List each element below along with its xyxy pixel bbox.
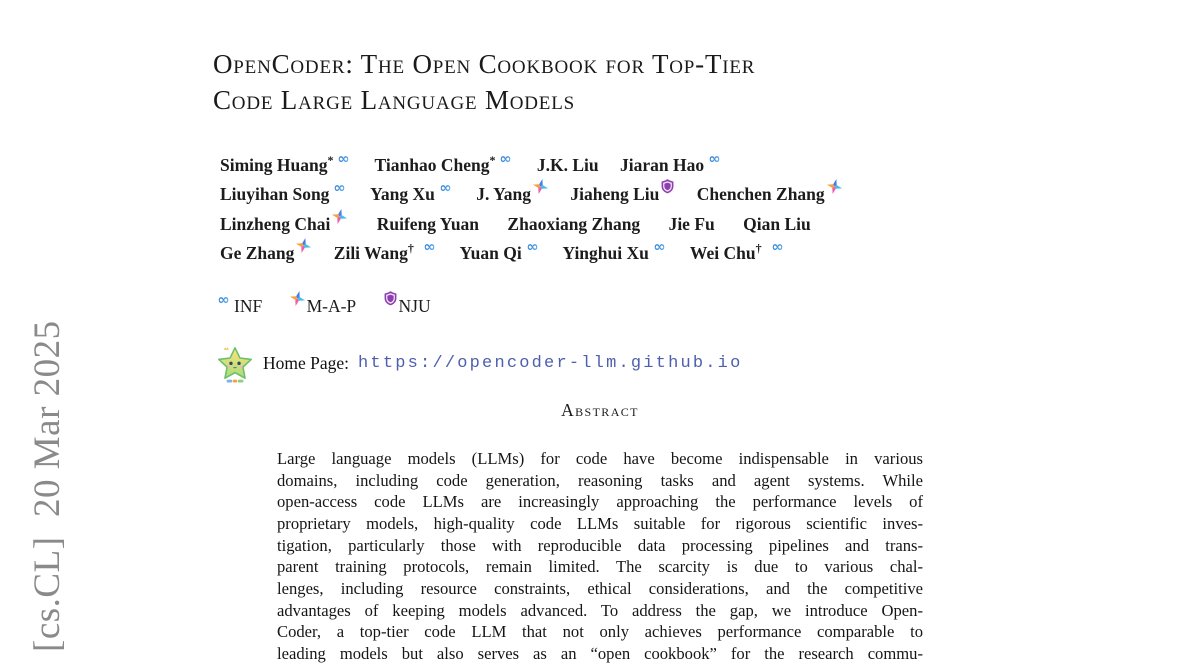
abstract-heading: Abstract — [561, 400, 639, 420]
author: Ge Zhang — [220, 243, 312, 263]
author: Siming Huang* — [220, 155, 353, 175]
author-row-1 — [220, 151, 960, 180]
nju-logo-icon — [383, 290, 398, 307]
author: J.K. Liu — [536, 155, 599, 175]
abstract-line: Large language models (LLMs) for code have become indispensable in various — [277, 449, 923, 468]
map-logo-icon — [826, 178, 843, 195]
author: Tianhao Cheng* — [375, 155, 516, 175]
affiliation-nju: NJU — [383, 296, 431, 316]
author: Wei Chu† — [690, 243, 787, 263]
author-row-3 — [220, 210, 960, 239]
affiliation-map: M-A-P — [289, 296, 357, 316]
title-line-2: Code Large Language Models — [213, 85, 575, 115]
inf-logo-icon — [523, 240, 542, 254]
author: J. Yang — [476, 184, 549, 204]
author: Jiaheng Liu — [570, 184, 675, 204]
author-block — [220, 151, 960, 269]
affiliation-block — [214, 295, 453, 317]
inf-logo-icon — [496, 152, 515, 166]
arxiv-watermark: [cs.CL] 20 Mar 2025 — [27, 320, 68, 652]
inf-logo-icon — [436, 181, 455, 195]
author: Yinghui Xu — [562, 243, 668, 263]
author: Jiaran Hao — [620, 155, 724, 175]
inf-logo-icon — [650, 240, 669, 254]
title-line-1: OpenCoder: The Open Cookbook for Top-Tier — [213, 49, 756, 79]
inf-logo-icon — [768, 240, 787, 254]
abstract-line: lenges, including resource constraints, ethical considerations, and the competitive — [277, 578, 923, 598]
abstract-line: open-access code LLMs are increasingly approaching the performance levels of — [277, 492, 923, 512]
author: Yuan Qi — [460, 243, 542, 263]
homepage-row — [216, 342, 742, 384]
abstract-line: leading models but also serves as an “open cookbook” for the research commu- — [277, 643, 923, 663]
author: Ruifeng Yuan — [376, 213, 480, 234]
author: Zhaoxiang Zhang — [507, 213, 641, 234]
opencoder-mascot-icon — [216, 344, 254, 384]
author: Linzheng Chai — [220, 214, 348, 234]
author: Yang Xu — [370, 184, 455, 204]
inf-logo-icon — [334, 152, 353, 166]
abstract-line: Coder, a top-tier code LLM that not only achieves performance comparable to — [277, 622, 923, 642]
author-row-2 — [220, 180, 960, 209]
abstract-line: parent training protocols, remain limited. The scarcity is due to various chal- — [277, 557, 923, 577]
abstract-line: proprietary models, high-quality code LLMs suitable for rigorous scientific inves- — [277, 513, 923, 533]
author: Chenchen Zhang — [697, 184, 843, 204]
author: Zili Wang† — [334, 243, 439, 263]
paper-title — [213, 46, 1033, 118]
inf-logo-icon — [705, 152, 724, 166]
author: Qian Liu — [743, 213, 811, 234]
abstract-line: tigation, particularly those with reproducible data processing pipelines and trans- — [277, 535, 923, 555]
abstract-line: domains, including code generation, reasoning tasks and agent systems. While — [277, 470, 923, 490]
map-logo-icon — [331, 208, 348, 225]
author-row-4 — [220, 239, 960, 268]
inf-logo-icon — [214, 293, 233, 307]
abstract-line: advantages of keeping models advanced. To address the gap, we introduce Open- — [277, 600, 923, 620]
map-logo-icon — [532, 178, 549, 195]
map-logo-icon — [295, 237, 312, 254]
inf-logo-icon — [330, 181, 349, 195]
homepage-label: Home Page: — [263, 352, 350, 373]
nju-logo-icon — [660, 178, 675, 195]
abstract-text — [277, 448, 923, 665]
inf-logo-icon — [420, 240, 439, 254]
author: Liuyihan Song — [220, 184, 349, 204]
homepage-link[interactable]: https://opencoder-llm.github.io — [358, 353, 743, 373]
affiliation-inf: INF — [214, 296, 262, 316]
author: Jie Fu — [668, 213, 715, 234]
map-logo-icon — [289, 290, 306, 307]
